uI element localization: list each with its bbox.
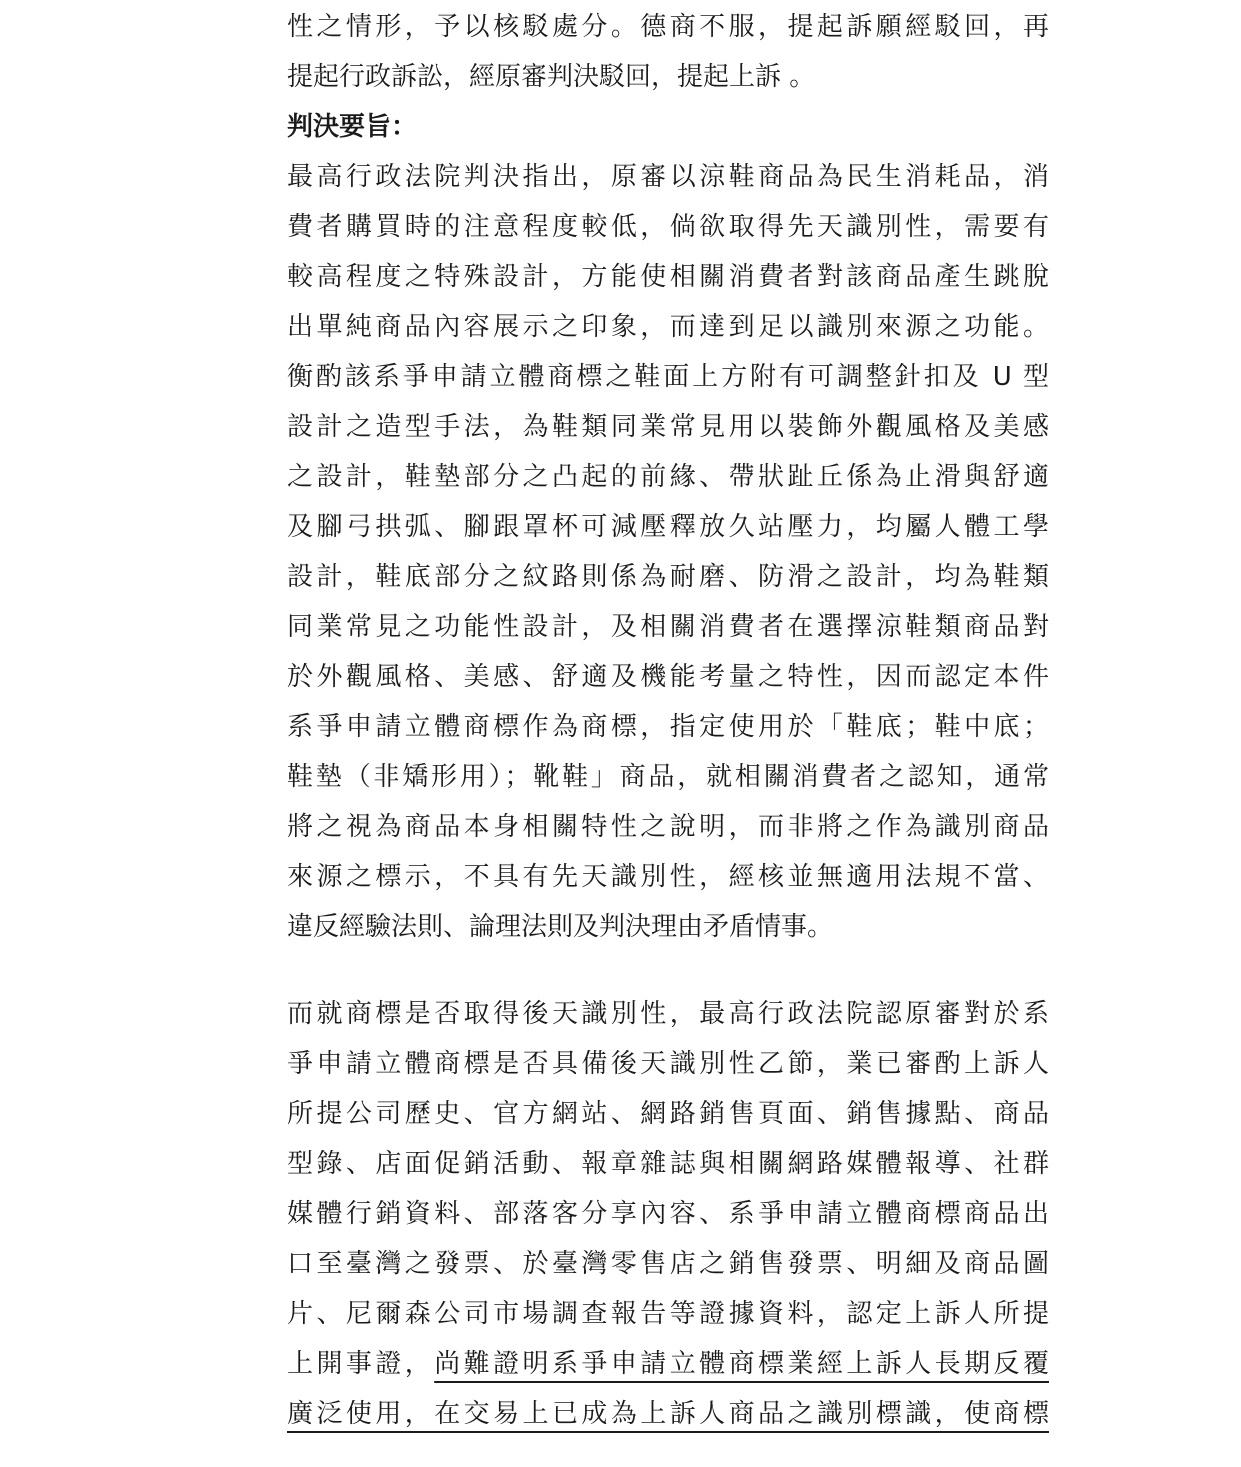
text-line: 系爭申請立體商標作為商標，指定使用於「鞋底；鞋中底； — [287, 712, 1049, 742]
underlined-text-line: 廣泛使用，在交易上已成為上訴人商品之識別標識，使商標 — [287, 1399, 1049, 1429]
text-line: 提起行政訴訟，經原審判決駁回，提起上訴 。 — [287, 62, 816, 92]
intro-paragraph — [287, 2, 1049, 102]
underlined-text-segment: 尚難證明系爭申請立體商標業經上訴人長期反覆 — [434, 1349, 1049, 1379]
text-line: 設計，鞋底部分之紋路則係為耐磨、防滑之設計，均為鞋類 — [287, 562, 1049, 592]
text-line: 設計之造型手法，為鞋類同業常見用以裝飾外觀風格及美感 — [287, 412, 1049, 442]
text-line: 性之情形，予以核駁處分。德商不服，提起訴願經駁回，再 — [287, 12, 1049, 42]
text-line: 爭申請立體商標是否具備後天識別性乙節，業已審酌上訴人 — [287, 1049, 1049, 1079]
text-line: 來源之標示，不具有先天識別性，經核並無適用法規不當、 — [287, 862, 1049, 892]
text-line: 之設計，鞋墊部分之凸起的前緣、帶狀趾丘係為止滑與舒適 — [287, 462, 1049, 492]
text-line: 費者購買時的注意程度較低，倘欲取得先天識別性，需要有 — [287, 212, 1049, 242]
text-line: 及腳弓拱弧、腳跟罩杯可減壓釋放久站壓力，均屬人體工學 — [287, 512, 1049, 542]
text-line: 最高行政法院判決指出，原審以涼鞋商品為民生消耗品，消 — [287, 162, 1049, 192]
ruling-paragraph — [287, 152, 1049, 952]
text-line: 同業常見之功能性設計，及相關消費者在選擇涼鞋類商品對 — [287, 612, 1049, 642]
text-line: 違反經驗法則、論理法則及判決理由矛盾情事。 — [287, 912, 834, 942]
section-heading: 判決要旨： — [287, 112, 418, 142]
text-line: 較高程度之特殊設計，方能使相關消費者對該商品產生跳脫 — [287, 262, 1049, 292]
text-line: 片、尼爾森公司市場調查報告等證據資料，認定上訴人所提 — [287, 1299, 1049, 1329]
text-line: 媒體行銷資料、部落客分享內容、系爭申請立體商標商品出 — [287, 1199, 1049, 1229]
text-line: 口至臺灣之發票、於臺灣零售店之銷售發票、明細及商品圖 — [287, 1249, 1049, 1279]
text-line: 而就商標是否取得後天識別性，最高行政法院認原審對於系 — [287, 999, 1049, 1029]
acquired-distinctiveness-paragraph — [287, 989, 1049, 1439]
paragraph-spacer — [287, 952, 1049, 989]
text-line: 衡酌該系爭申請立體商標之鞋面上方附有可調整針扣及 U 型 — [287, 362, 1049, 392]
text-line: 鞋墊（非矯形用）；靴鞋」商品，就相關消費者之認知，通常 — [287, 762, 1049, 792]
text-line: 於外觀風格、美感、舒適及機能考量之特性，因而認定本件 — [287, 662, 1049, 692]
text-line: 型錄、店面促銷活動、報章雜誌與相關網路媒體報導、社群 — [287, 1149, 1049, 1179]
text-line — [287, 1339, 1049, 1389]
text-line: 出單純商品內容展示之印象，而達到足以識別來源之功能。 — [287, 312, 1049, 342]
text-line: 將之視為商品本身相關特性之說明，而非將之作為識別商品 — [287, 812, 1049, 842]
text-line: 所提公司歷史、官方網站、網路銷售頁面、銷售據點、商品 — [287, 1099, 1049, 1129]
document-page — [287, 2, 1049, 1439]
plain-text-segment: 上開事證， — [287, 1349, 435, 1379]
